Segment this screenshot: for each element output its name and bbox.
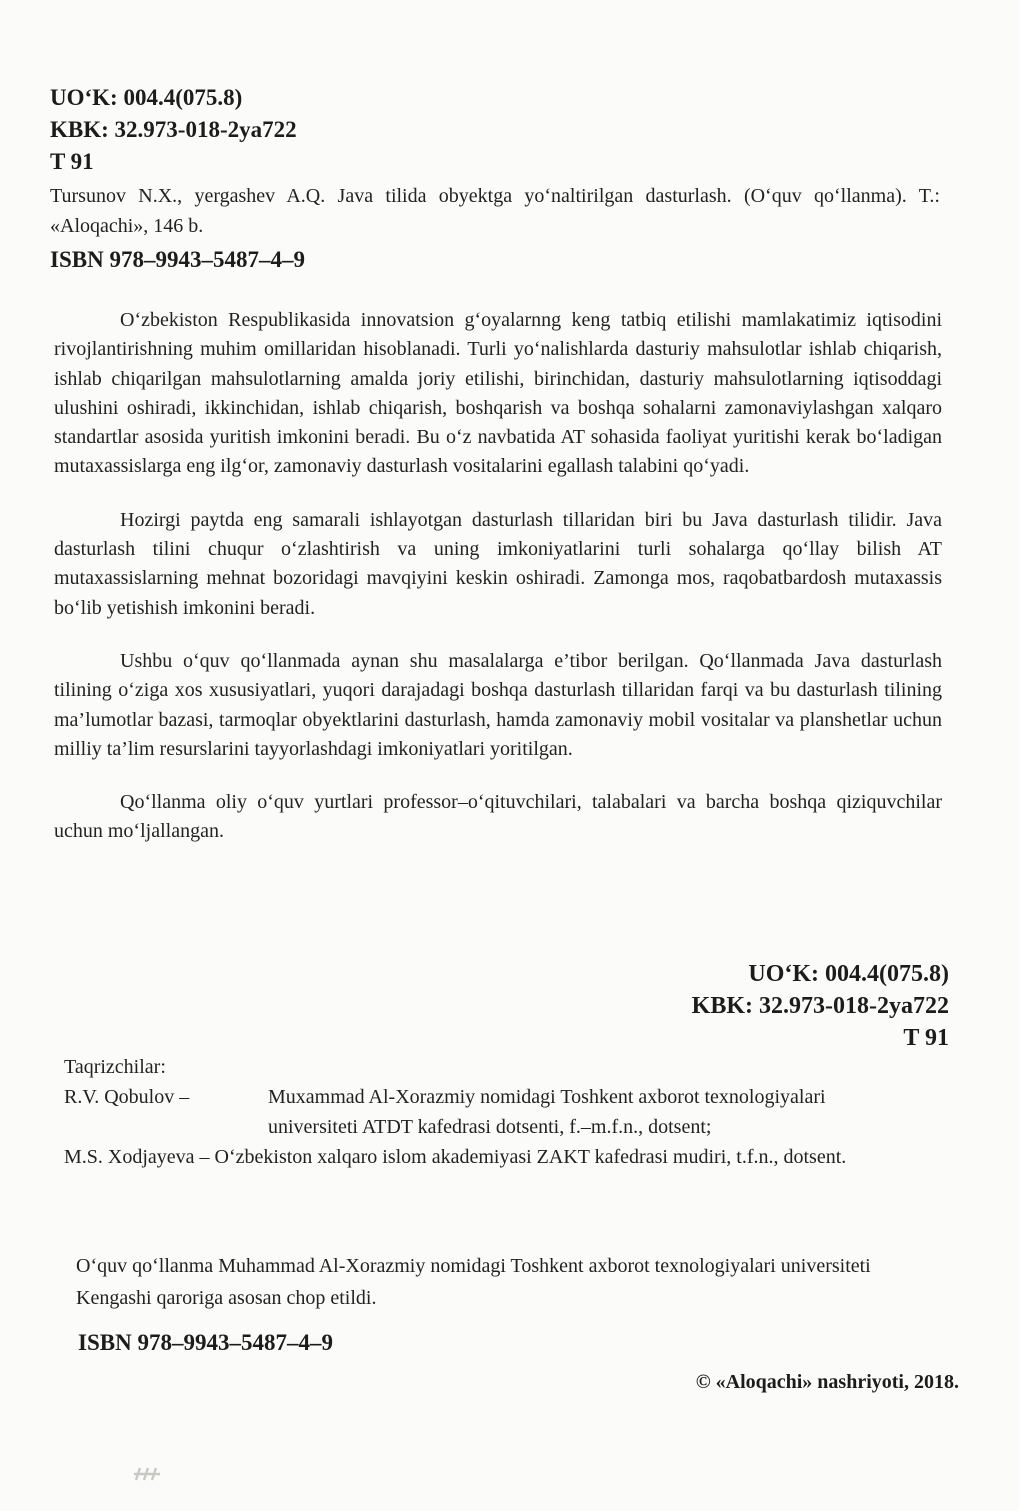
reviewers-heading: Taqrizchilar: xyxy=(64,1056,166,1078)
reviewer-2 xyxy=(64,1142,894,1172)
classification-codes-right xyxy=(692,958,949,1054)
isbn-bottom: ISBN 978–9943–5487–4–9 xyxy=(78,1330,333,1355)
classification-codes-top xyxy=(50,82,950,178)
abstract-paragraph-1: O‘zbekiston Respublikasida innovatsion g‘oyalarnng keng tatbiq etilishi mamlakatimiz iqtisodini rivojlantirishning muhim omillaridan hisoblanadi. Turli yo‘nalishlarda dasturiy mahsulotlar ishlab chiqarish, ishlab chiqarilgan mahsulotlarning amalda joriy etilishi, birinchidan, dasturiy mahsulotlarning iqtisoddagi ulushini oshiradi, ikkinchidan, ishlab chiqarish, boshqarish va boshqa sohalarni zamonaviylashgan xalqaro standartlar asosida yuritish imkonini beradi. Bu o‘z navbatida AT sohasida faoliyat yuritishi kerak bo‘ladigan mutaxassislarga eng ilg‘or, zamonaviy dasturlash vositalarini egallash talabini qo‘yadi. xyxy=(54,309,942,478)
abstract-paragraph-3: Ushbu o‘quv qo‘llanmada aynan shu masalalarga e’tibor berilgan. Qo‘llanmada Java dasturlash tilining o‘ziga xos xususiyatlari, yuqori darajadagi boshqa dasturlash tillaridan farqi va bu dasturlash tilining ma’lumotlar bazasi, tarmoqlar obyektlarini dasturlash, hamda zamonaviy mobil vositalar va planshetlar uchun milliy ta’lim resurslarini tayyorlashdagi imkoniyatlari yoritilgan. xyxy=(54,649,942,760)
bbk-code-right: KBK: 32.973-018-2ya722 xyxy=(691,993,949,1019)
publication-approval: O‘quv qo‘llanma Muhammad Al-Xorazmiy nomidagi Toshkent axborot texnologiyalari universiteti Kengashi qaroriga asosan chop etildi. xyxy=(76,1255,871,1309)
abstract-paragraph-2: Hozirgi paytda eng samarali ishlayotgan dasturlash tillaridan biri bu Java dasturlash tilidir. Java dasturlash tilini chuqur o‘zlashtirish va uning imkoniyatlarini turli sohalarga qo‘llay bilish AT mutaxassislarning mehnat bozoridagi mavqiyini keskin oshiradi. Zamonga mos, raqobatbardosh mutaxassis bo‘lib yetishish imkonini beradi. xyxy=(54,508,942,619)
isbn-top: ISBN 978–9943–5487–4–9 xyxy=(50,247,305,272)
page-mark-icon xyxy=(132,1464,166,1482)
reviewer-1-description: Muxammad Al-Xorazmiy nomidagi Toshkent axborot texnologiyalari universiteti ATDT kafedrasi dotsenti, f.–m.f.n., dotsent; xyxy=(268,1086,826,1138)
abstract xyxy=(54,306,942,871)
author-code-right: T 91 xyxy=(903,1025,949,1051)
reviewers-section xyxy=(64,1052,894,1172)
bibliographic-citation: Tursunov N.X., yergashev A.Q. Java tilida obyektga yo‘naltirilgan dasturlash. (O‘quv qo‘llanma). T.: «Aloqachi», 146 b. xyxy=(50,185,940,237)
udk-code-right: UO‘K: 004.4(075.8) xyxy=(748,961,949,987)
author-code: T 91 xyxy=(50,149,94,174)
reviewer-1 xyxy=(64,1082,894,1142)
udk-code: UO‘K: 004.4(075.8) xyxy=(50,85,243,110)
abstract-paragraph-4: Qo‘llanma oliy o‘quv yurtlari professor–o‘qituvchilari, talabalari va barcha boshqa qiziquvchilar uchun mo‘ljallangan. xyxy=(54,791,942,843)
reviewer-2-name: M.S. Xodjayeva – xyxy=(64,1146,210,1168)
copyright-notice: © «Aloqachi» nashriyoti, 2018. xyxy=(695,1371,959,1393)
reviewer-1-name: R.V. Qobulov – xyxy=(64,1086,190,1108)
bbk-code: KBK: 32.973-018-2ya722 xyxy=(50,117,297,142)
reviewer-2-description: O‘zbekiston xalqaro islom akademiyasi ZAKT kafedrasi mudiri, t.f.n., dotsent. xyxy=(214,1146,847,1168)
